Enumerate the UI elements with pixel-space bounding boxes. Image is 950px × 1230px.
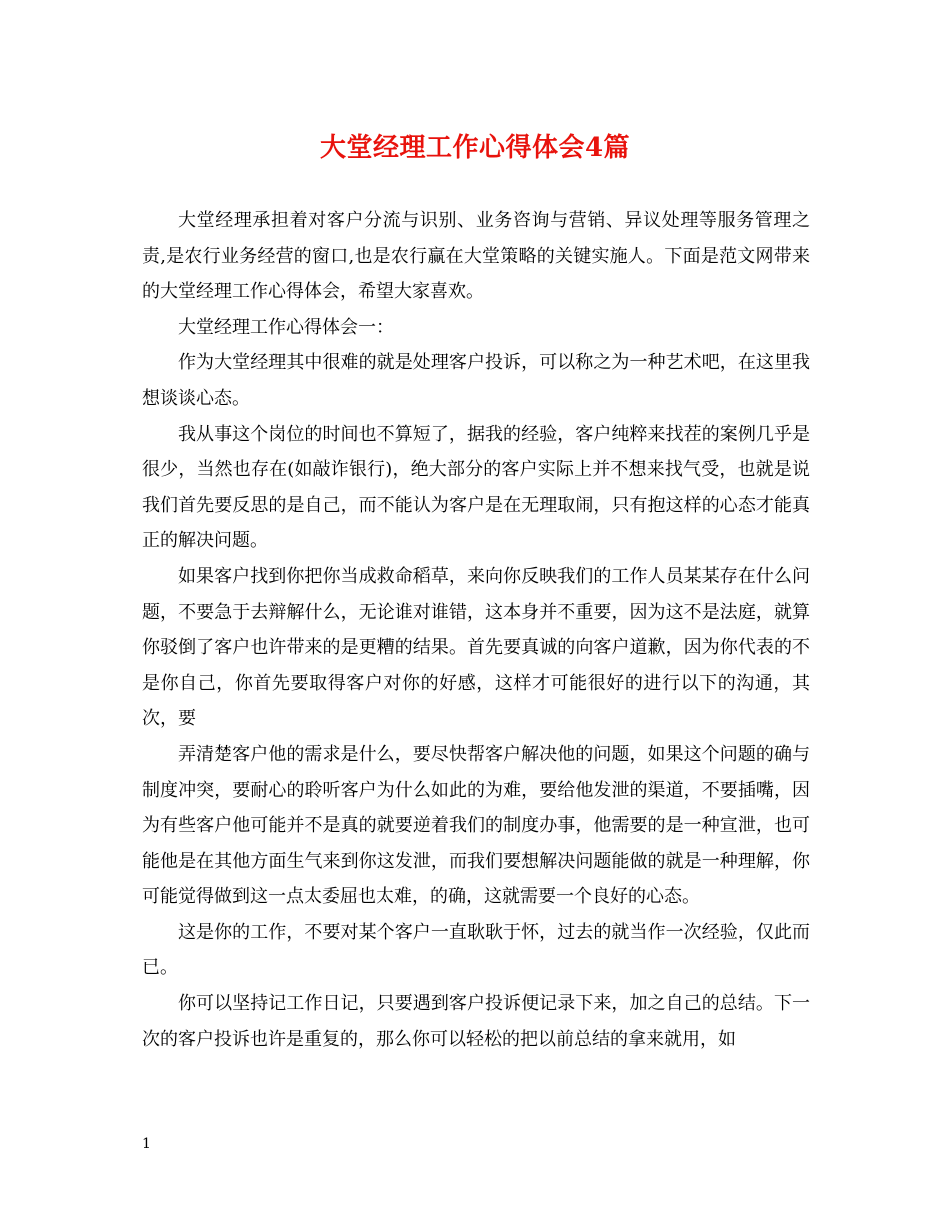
paragraph-intro: 大堂经理承担着对客户分流与识别、业务咨询与营销、异议处理等服务管理之责,是农行业务经营的窗口,也是农行赢在大堂策略的关键实施人。下面是范文网带来的大堂经理工作心得体会，希望大家喜欢。 (142, 210, 810, 303)
paragraph: 你可以坚持记工作日记，只要遇到客户投诉便记录下来，加之自己的总结。下一次的客户投诉也许是重复的，那么你可以轻松的把以前总结的拿来就用，如 (142, 993, 810, 1050)
paragraph: 如果客户找到你把你当成救命稻草，来向你反映我们的工作人员某某存在什么问题，不要急于去辩解什么，无论谁对谁错，这本身并不重要，因为这不是法庭，就算你驳倒了客户也许带来的是更糟的结果。首先要真诚的向客户道歉，因为你代表的不是你自己，你首先要取得客户对你的好感，这样才可能很好的进行以下的沟通，其次，要 (142, 565, 810, 730)
document-title: 大堂经理工作心得体会4篇 (319, 133, 631, 163)
document-body (142, 203, 810, 1057)
page-number: 1 (142, 1136, 151, 1152)
paragraph: 弄清楚客户他的需求是什么，要尽快帮客户解决他的问题，如果这个问题的确与制度冲突，要耐心的聆听客户为什么如此的为难，要给他发泄的渠道，不要插嘴，因为有些客户他可能并不是真的就要逆着我们的制度办事，他需要的是一种宣泄，也可能他是在其他方面生气来到你这发泄，而我们要想解决问题能做的就是一种理解，你可能觉得做到这一点太委屈也太难，的确，这就需要一个良好的心态。 (142, 743, 810, 908)
paragraph: 我从事这个岗位的时间也不算短了，据我的经验，客户纯粹来找茬的案例几乎是很少，当然也存在(如敲诈银行)，绝大部分的客户实际上并不想来找气受，也就是说我们首先要反思的是自己，而不能认为客户是在无理取闹，只有抱这样的心态才能真正的解决问题。 (142, 423, 810, 552)
paragraph: 这是你的工作，不要对某个客户一直耿耿于怀，过去的就当作一次经验，仅此而已。 (142, 921, 810, 979)
paragraph: 作为大堂经理其中很难的就是处理客户投诉，可以称之为一种艺术吧，在这里我想谈谈心态。 (142, 352, 810, 409)
section-heading: 大堂经理工作心得体会一： (178, 316, 394, 338)
